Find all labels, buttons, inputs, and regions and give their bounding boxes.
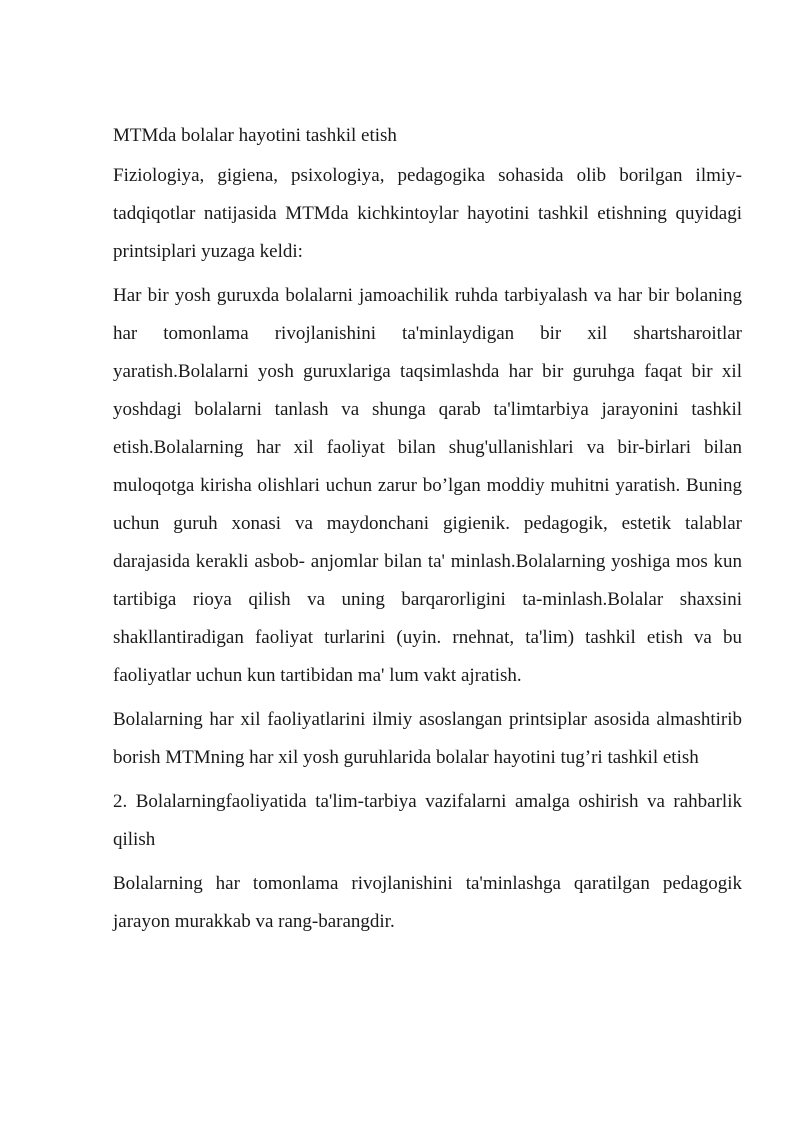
paragraph-activities: Bolalarning har xil faoliyatlarini ilmiy asoslangan printsiplar asosida almashtirib borish MTMning har xil yosh guruhlarida bolalar hayotini tug’ri tashkil etish (113, 709, 742, 768)
paragraph-intro: Fiziologiya, gigiena, psixologiya, pedagogika sohasida olib borilgan ilmiy- tadqiqotlar natijasida MTMda kichkintoylar hayotini tashkil etishning quyidagi printsiplari yuzaga keldi: (113, 165, 742, 262)
paragraph-principles: Har bir yosh guruxda bolalarni jamoachilik ruhda tarbiyalash va har bir bolaning har tomonlama rivojlanishini ta'minlaydigan bir xil shartsharoitlar yaratish.Bolalarni yosh guruxlariga taqsimlashda har bir guruhga faqat bir xil yoshdagi bolalarni tanlash va shunga qarab ta'limtarbiya jarayonini tashkil etish.Bolalarning har xil faoliyat bilan shug'ullanishlari va bir-birlari bilan muloqotga kirisha olishlari uchun zarur bo’lgan moddiy muhitni yaratish. Buning uchun guruh xonasi va maydonchani gigienik. pedagogik, estetik talablar darajasida kerakli asbob- anjomlar bilan ta' minlash.Bolalarning yoshiga mos kun tartibiga rioya qilish va uning barqarorligini ta-minlash.Bolalar shaxsini shakllantiradigan faoliyat turlarini (uyin. rnehnat, ta'lim) tashkil etish va bu faoliyatlar uchun kun tartibidan ma' lum vakt ajratish. (113, 285, 742, 686)
paragraph-section-2-heading: 2. Bolalarningfaoliyatida ta'lim-tarbiya vazifalarni amalga oshirish va rahbarlik qilish (113, 791, 742, 850)
document-title: MTMda bolalar hayotini tashkil etish (113, 125, 397, 146)
paragraph-pedagogical-process: Bolalarning har tomonlama rivojlanishini ta'minlashga qaratilgan pedagogik jarayon murakkab va rang-barangdir. (113, 873, 742, 932)
document-page (113, 117, 742, 947)
